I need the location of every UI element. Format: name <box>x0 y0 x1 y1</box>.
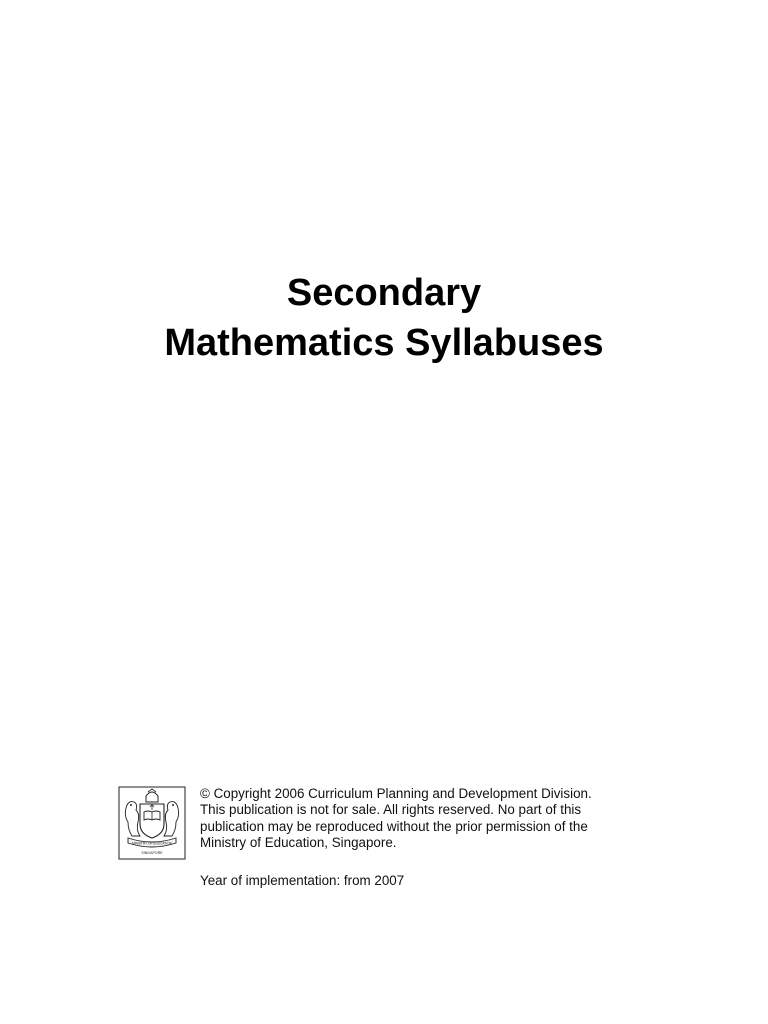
document-title <box>0 268 768 368</box>
copyright-notice <box>200 786 640 851</box>
title-line-1: Secondary <box>286 272 482 314</box>
implementation-year: Year of implementation: from 2007 <box>200 873 405 888</box>
svg-text:MINISTRY OF EDUCATION: MINISTRY OF EDUCATION <box>132 841 172 846</box>
svg-text:SINGAPORE: SINGAPORE <box>141 851 163 855</box>
title-line-2: Mathematics Syllabuses <box>164 322 604 364</box>
copyright-line-2: This publication is not for sale. All rights reserved. No part of this <box>200 802 582 818</box>
copyright-line-1: © Copyright 2006 Curriculum Planning and Development Division. <box>200 786 592 801</box>
copyright-line-4: Ministry of Education, Singapore. <box>200 834 397 850</box>
ministry-crest-icon <box>118 786 186 860</box>
copyright-line-3: publication may be reproduced without the prior permission of the <box>200 818 588 834</box>
